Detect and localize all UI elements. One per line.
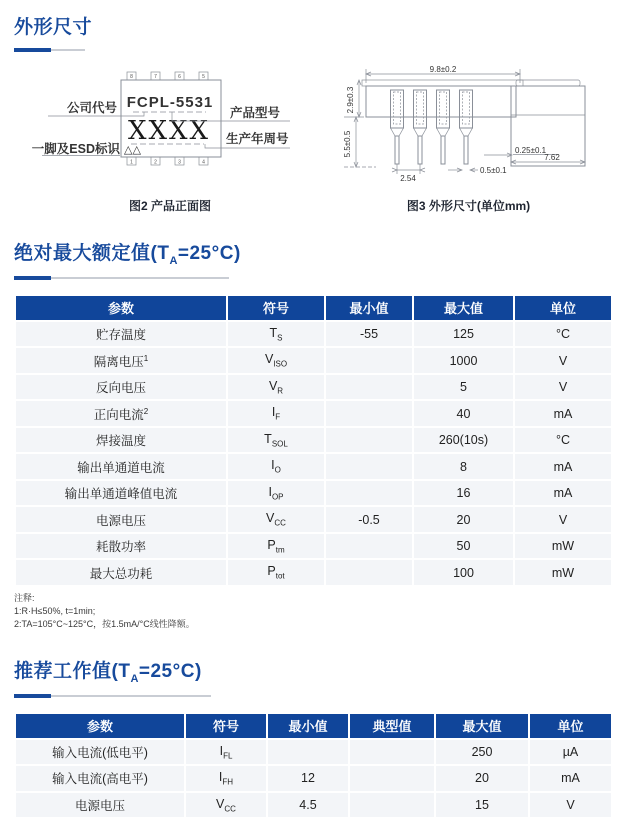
cell-param: 正向电流$^2$ <box>15 400 227 427</box>
table-notes <box>14 592 611 631</box>
cell-param: 最大总功耗 <box>15 559 227 586</box>
label-company-code: 公司代号 <box>66 101 117 115</box>
cell-unit: V <box>514 506 612 533</box>
accent-gray-bar <box>51 695 211 697</box>
accent-divider <box>14 694 611 698</box>
cell-symbol: $I_F$ <box>227 400 325 427</box>
pin-number: 3 <box>178 159 181 166</box>
section-title-outline <box>14 12 611 39</box>
accent-divider <box>14 48 611 52</box>
cell-max: 15 <box>435 792 529 819</box>
cell-unit: V <box>514 347 612 374</box>
accent-blue-bar <box>14 276 51 280</box>
cell-max: 100 <box>413 559 514 586</box>
dim-lead-length-label: 5.5±0.5 <box>343 130 352 158</box>
pin-number: 8 <box>130 74 133 80</box>
rec-title-sub: A <box>130 672 139 685</box>
column-header-param: 参数 <box>15 295 227 321</box>
column-header-symbol: 符号 <box>185 713 267 739</box>
cell-min <box>267 739 349 766</box>
note-line: 2:TA=105°C~125°C，按1.5mA/°C线性降额。 <box>14 618 195 629</box>
note-line: 1:R·H≤50%, t=1min; <box>14 605 96 616</box>
rec-title-tail: =25°C) <box>138 660 202 682</box>
figure-3 <box>326 64 611 214</box>
cell-max: 260(10s) <box>413 427 514 454</box>
cell-unit: V <box>514 374 612 401</box>
chip-front-view-diagram <box>14 64 326 192</box>
cell-max: 50 <box>413 533 514 560</box>
accent-blue-bar <box>14 694 51 698</box>
dim-standoff-label: 0.25±0.1 <box>515 146 547 155</box>
figure-2 <box>14 64 326 214</box>
table-row <box>15 427 612 454</box>
cell-typ <box>349 765 435 792</box>
cell-symbol: $V_{ISO}$ <box>227 347 325 374</box>
cell-param: 输入电流(低电平) <box>15 739 185 766</box>
cell-unit: V <box>529 792 612 819</box>
cell-max: 1000 <box>413 347 514 374</box>
cell-symbol: $V_{CC}$ <box>227 506 325 533</box>
label-model: 产品型号 <box>230 106 281 120</box>
section-title-abs <box>14 238 611 267</box>
figure-2-caption: 图2 产品正面图 <box>128 199 211 213</box>
outline-dimensions-diagram <box>326 64 611 192</box>
cell-unit: mA <box>514 453 612 480</box>
dim-body-height-label: 2.9±0.3 <box>346 86 355 114</box>
cell-min: 12 <box>267 765 349 792</box>
rec-title-main: 推荐工作值(T <box>14 660 131 682</box>
table-row <box>15 533 612 560</box>
cell-symbol: $V_{CC}$ <box>185 792 267 819</box>
accent-blue-bar <box>14 48 51 52</box>
recommended-operating-table <box>14 712 613 820</box>
column-header-typ: 典型值 <box>349 713 435 739</box>
figures-row <box>14 64 611 214</box>
accent-gray-bar <box>51 277 229 279</box>
cell-max: 20 <box>435 765 529 792</box>
cell-symbol: $I_{FH}$ <box>185 765 267 792</box>
cell-max: 125 <box>413 321 514 348</box>
table-row <box>15 400 612 427</box>
chip-marking-datecode: XXXX <box>127 116 211 146</box>
accent-gray-bar <box>51 49 85 51</box>
cell-unit: °C <box>514 321 612 348</box>
note-line: 注释: <box>14 592 35 603</box>
cell-param: 电源电压 <box>15 506 227 533</box>
cell-symbol: $T_S$ <box>227 321 325 348</box>
cell-min: -55 <box>325 321 413 348</box>
column-header-max: 最大值 <box>413 295 514 321</box>
column-header-min: 最小值 <box>267 713 349 739</box>
abs-title-main: 绝对最大额定值(T <box>14 243 170 264</box>
accent-divider <box>14 276 611 280</box>
cell-unit: mA <box>514 480 612 507</box>
absolute-maximum-ratings-table <box>14 294 613 587</box>
label-pin1-esd: 一脚及ESD标识 <box>31 142 120 156</box>
dim-row-spacing-label: 7.62 <box>544 153 560 162</box>
cell-param: 输出单通道电流 <box>15 453 227 480</box>
dim-width-label: 9.8±0.2 <box>429 65 457 74</box>
column-header-symbol: 符号 <box>227 295 325 321</box>
cell-symbol: $I_O$ <box>227 453 325 480</box>
cell-max: 5 <box>413 374 514 401</box>
column-header-min: 最小值 <box>325 295 413 321</box>
cell-param: 耗散功率 <box>15 533 227 560</box>
cell-param: 贮存温度 <box>15 321 227 348</box>
cell-min <box>325 374 413 401</box>
pin-number: 4 <box>202 159 205 166</box>
table-row <box>15 321 612 348</box>
section-absolute-maximum-ratings <box>14 238 611 631</box>
cell-typ <box>349 792 435 819</box>
esd-mark: △△ <box>124 144 141 156</box>
cell-min <box>325 400 413 427</box>
table-row <box>15 453 612 480</box>
table-row <box>15 792 612 819</box>
abs-title-tail: =25°C) <box>177 243 241 264</box>
table-row <box>15 739 612 766</box>
cell-param: 焊接温度 <box>15 427 227 454</box>
table-header-row <box>15 295 612 321</box>
section-title-rec <box>14 656 611 685</box>
table-row <box>15 480 612 507</box>
dim-lead-width-label: 0.5±0.1 <box>480 166 507 175</box>
abs-title-sub: A <box>169 254 178 267</box>
cell-param: 隔离电压$^1$ <box>15 347 227 374</box>
table-header-row <box>15 713 612 739</box>
table-row <box>15 506 612 533</box>
cell-min: 4.5 <box>267 792 349 819</box>
cell-param: 输入电流(高电平) <box>15 765 185 792</box>
table-row <box>15 347 612 374</box>
cell-min <box>325 559 413 586</box>
column-header-max: 最大值 <box>435 713 529 739</box>
cell-min <box>325 533 413 560</box>
cell-min <box>325 347 413 374</box>
pin-number: 6 <box>178 74 181 80</box>
cell-max: 250 <box>435 739 529 766</box>
column-header-unit: 单位 <box>529 713 612 739</box>
cell-min <box>325 453 413 480</box>
cell-unit: °C <box>514 427 612 454</box>
cell-max: 20 <box>413 506 514 533</box>
cell-param: 反向电压 <box>15 374 227 401</box>
label-yearweek: 生产年周号 <box>226 132 289 146</box>
section-recommended-operating <box>14 656 611 819</box>
cell-min <box>325 480 413 507</box>
cell-typ <box>349 739 435 766</box>
column-header-unit: 单位 <box>514 295 612 321</box>
cell-min: -0.5 <box>325 506 413 533</box>
cell-unit: µA <box>529 739 612 766</box>
cell-unit: mW <box>514 559 612 586</box>
pin-number: 2 <box>154 159 157 166</box>
pin-number: 1 <box>130 159 133 166</box>
cell-symbol: $P_{tm}$ <box>227 533 325 560</box>
pin-number: 5 <box>202 74 205 80</box>
cell-unit: mA <box>529 765 612 792</box>
figure-3-caption: 图3 外形尺寸(单位mm) <box>406 199 531 213</box>
cell-symbol: $V_R$ <box>227 374 325 401</box>
cell-symbol: $T_{SOL}$ <box>227 427 325 454</box>
table-row <box>15 559 612 586</box>
dim-pitch-label: 2.54 <box>400 174 416 183</box>
table-row <box>15 374 612 401</box>
cell-unit: mA <box>514 400 612 427</box>
chip-marking-model: FCPL-5531 <box>126 94 214 111</box>
table-row <box>15 765 612 792</box>
column-header-param: 参数 <box>15 713 185 739</box>
cell-param: 电源电压 <box>15 792 185 819</box>
cell-max: 16 <box>413 480 514 507</box>
cell-max: 40 <box>413 400 514 427</box>
cell-max: 8 <box>413 453 514 480</box>
cell-symbol: $P_{tot}$ <box>227 559 325 586</box>
cell-unit: mW <box>514 533 612 560</box>
cell-param: 输出单通道峰值电流 <box>15 480 227 507</box>
cell-symbol: $I_{FL}$ <box>185 739 267 766</box>
cell-min <box>325 427 413 454</box>
pin-number: 7 <box>154 74 157 80</box>
section-title-outline-text: 外形尺寸 <box>14 17 93 38</box>
cell-symbol: $I_{OP}$ <box>227 480 325 507</box>
